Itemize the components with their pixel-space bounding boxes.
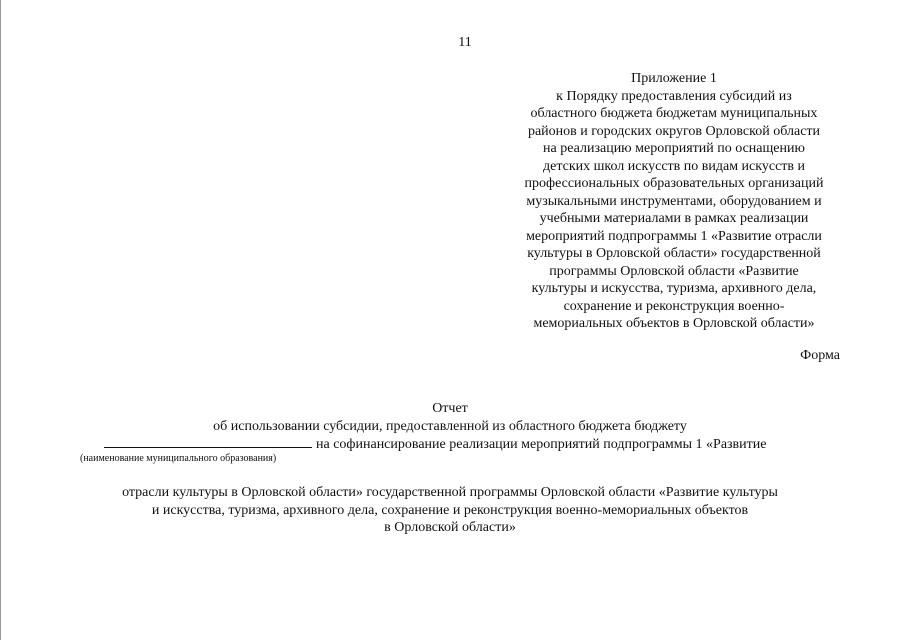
appendix-line: профессиональных образовательных организаций bbox=[524, 176, 824, 191]
appendix-line: к Порядку предоставления субсидий из bbox=[556, 88, 792, 104]
appendix-line: мероприятий подпрограммы 1 «Развитие отрасли bbox=[526, 228, 822, 244]
appendix-line: программы Орловской области «Развитие bbox=[549, 263, 799, 279]
report-municipality-line bbox=[104, 435, 844, 453]
page-left-edge bbox=[0, 0, 1, 640]
report-program-line: и искусства, туризма, архивного дела, сохранение и реконструкция военно-мемориальных объектов bbox=[151, 502, 749, 518]
appendix-line: культуры в Орловской области» государственной bbox=[527, 246, 821, 261]
appendix-line: музыкальными инструментами, оборудованием и bbox=[526, 193, 822, 209]
appendix-line: Приложение 1 bbox=[631, 71, 717, 86]
report-subtitle-line: об использовании субсидии, предоставленной из областного бюджета бюджету bbox=[213, 419, 687, 434]
municipality-field-caption: (наименование муниципального образования) bbox=[80, 453, 277, 464]
appendix-line: мемориальных объектов в Орловской области» bbox=[533, 316, 815, 331]
appendix-line: на реализацию мероприятий по оснащению bbox=[543, 141, 805, 156]
form-label: Форма bbox=[800, 348, 840, 363]
appendix-line: районов и городских округов Орловской области bbox=[527, 123, 821, 139]
appendix-line: учебными материалами в рамках реализации bbox=[539, 211, 809, 226]
report-title: Отчет bbox=[432, 401, 468, 416]
report-program-line: отрасли культуры в Орловской области» государственной программы Орловской области «Развитие культуры bbox=[122, 485, 778, 500]
report-line-text: на софинансирование реализации мероприятий подпрограммы 1 «Развитие bbox=[316, 437, 767, 452]
page-number: 11 bbox=[458, 35, 472, 50]
appendix-header bbox=[500, 70, 848, 333]
appendix-line: областного бюджета бюджетам муниципальных bbox=[530, 106, 818, 121]
municipality-blank-field bbox=[104, 435, 312, 448]
appendix-line: детских школ искусств по видам искусств и bbox=[542, 158, 806, 174]
report-program-line: в Орловской области» bbox=[384, 520, 516, 535]
appendix-line: культуры и искусства, туризма, архивного дела, bbox=[531, 281, 817, 296]
report-program-text bbox=[0, 484, 900, 537]
appendix-line: сохранение и реконструкция военно- bbox=[563, 298, 785, 314]
